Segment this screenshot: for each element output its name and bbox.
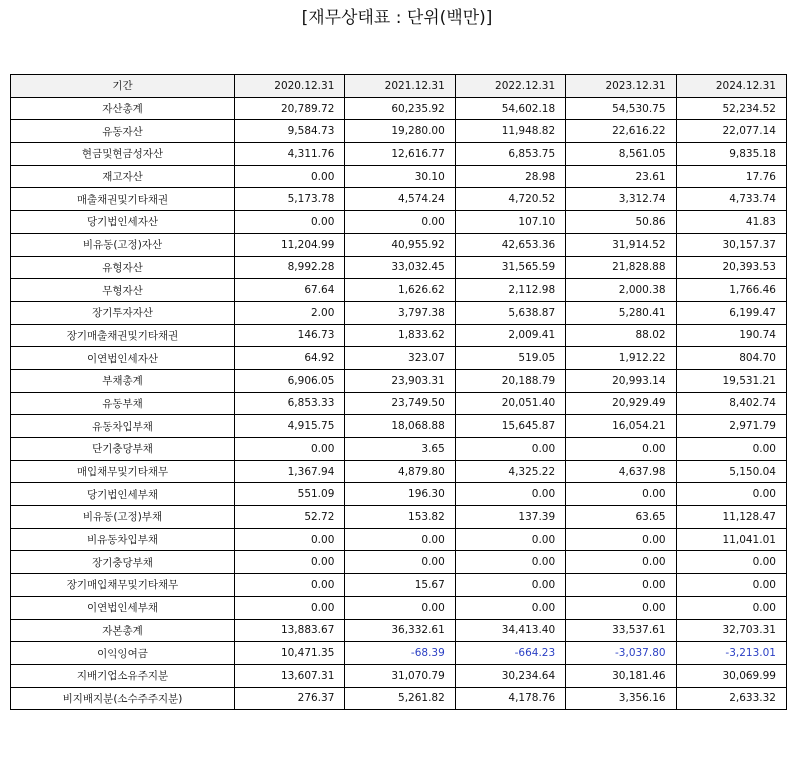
row-label: 유동부채 bbox=[11, 392, 235, 415]
row-label: 재고자산 bbox=[11, 165, 235, 188]
value-cell: 0.00 bbox=[566, 574, 676, 597]
value-cell: 4,915.75 bbox=[235, 415, 345, 438]
value-cell: 190.74 bbox=[676, 324, 786, 347]
value-cell: 52,234.52 bbox=[676, 97, 786, 120]
value-cell: -664.23 bbox=[455, 642, 565, 665]
row-label: 비유동차입부채 bbox=[11, 528, 235, 551]
table-row bbox=[11, 642, 787, 665]
value-cell: 1,766.46 bbox=[676, 279, 786, 302]
row-label: 지배기업소유주지분 bbox=[11, 664, 235, 687]
value-cell: 30,234.64 bbox=[455, 664, 565, 687]
value-cell: 0.00 bbox=[235, 528, 345, 551]
row-label: 당기법인세부채 bbox=[11, 483, 235, 506]
value-cell: 8,561.05 bbox=[566, 143, 676, 166]
value-cell: 34,413.40 bbox=[455, 619, 565, 642]
value-cell: 519.05 bbox=[455, 347, 565, 370]
value-cell: 54,530.75 bbox=[566, 97, 676, 120]
value-cell: 2,112.98 bbox=[455, 279, 565, 302]
column-header-year: 2022.12.31 bbox=[455, 75, 565, 98]
value-cell: 3,356.16 bbox=[566, 687, 676, 710]
value-cell: 0.00 bbox=[676, 596, 786, 619]
row-label: 매출채권및기타채권 bbox=[11, 188, 235, 211]
value-cell: 9,584.73 bbox=[235, 120, 345, 143]
value-cell: 3.65 bbox=[345, 438, 455, 461]
value-cell: 0.00 bbox=[345, 596, 455, 619]
table-row bbox=[11, 596, 787, 619]
value-cell: 276.37 bbox=[235, 687, 345, 710]
table-row bbox=[11, 233, 787, 256]
value-cell: 0.00 bbox=[455, 438, 565, 461]
value-cell: 0.00 bbox=[566, 483, 676, 506]
value-cell: 67.64 bbox=[235, 279, 345, 302]
row-label: 유동자산 bbox=[11, 120, 235, 143]
value-cell: 23,903.31 bbox=[345, 369, 455, 392]
row-label: 비유동(고정)부채 bbox=[11, 506, 235, 529]
table-row bbox=[11, 438, 787, 461]
value-cell: -3,037.80 bbox=[566, 642, 676, 665]
value-cell: 31,565.59 bbox=[455, 256, 565, 279]
table-row bbox=[11, 392, 787, 415]
table-row bbox=[11, 551, 787, 574]
value-cell: 20,393.53 bbox=[676, 256, 786, 279]
value-cell: 15,645.87 bbox=[455, 415, 565, 438]
row-label: 유형자산 bbox=[11, 256, 235, 279]
row-label: 무형자산 bbox=[11, 279, 235, 302]
column-header-year: 2024.12.31 bbox=[676, 75, 786, 98]
row-label: 당기법인세자산 bbox=[11, 211, 235, 234]
table-row bbox=[11, 301, 787, 324]
value-cell: 9,835.18 bbox=[676, 143, 786, 166]
value-cell: 31,914.52 bbox=[566, 233, 676, 256]
value-cell: 33,032.45 bbox=[345, 256, 455, 279]
value-cell: 8,992.28 bbox=[235, 256, 345, 279]
value-cell: 0.00 bbox=[676, 574, 786, 597]
value-cell: 88.02 bbox=[566, 324, 676, 347]
page-title: [재무상태표 : 단위(백만)] bbox=[301, 8, 493, 28]
row-label: 장기충당부채 bbox=[11, 551, 235, 574]
value-cell: 0.00 bbox=[455, 596, 565, 619]
value-cell: 0.00 bbox=[455, 551, 565, 574]
value-cell: 52.72 bbox=[235, 506, 345, 529]
row-label: 장기매출채권및기타채권 bbox=[11, 324, 235, 347]
value-cell: 40,955.92 bbox=[345, 233, 455, 256]
value-cell: 4,733.74 bbox=[676, 188, 786, 211]
value-cell: 20,993.14 bbox=[566, 369, 676, 392]
value-cell: 2,009.41 bbox=[455, 324, 565, 347]
row-label: 매입채무및기타채무 bbox=[11, 460, 235, 483]
value-cell: 54,602.18 bbox=[455, 97, 565, 120]
table-row bbox=[11, 528, 787, 551]
value-cell: 30.10 bbox=[345, 165, 455, 188]
value-cell: 4,720.52 bbox=[455, 188, 565, 211]
value-cell: 0.00 bbox=[345, 528, 455, 551]
column-header-period: 기간 bbox=[11, 75, 235, 98]
value-cell: 11,204.99 bbox=[235, 233, 345, 256]
value-cell: 13,883.67 bbox=[235, 619, 345, 642]
table-row bbox=[11, 687, 787, 710]
table-row bbox=[11, 369, 787, 392]
row-label: 현금및현금성자산 bbox=[11, 143, 235, 166]
value-cell: 28.98 bbox=[455, 165, 565, 188]
table-row bbox=[11, 460, 787, 483]
value-cell: 6,199.47 bbox=[676, 301, 786, 324]
value-cell: -3,213.01 bbox=[676, 642, 786, 665]
value-cell: 30,181.46 bbox=[566, 664, 676, 687]
value-cell: 5,638.87 bbox=[455, 301, 565, 324]
row-label: 단기충당부채 bbox=[11, 438, 235, 461]
value-cell: 0.00 bbox=[345, 551, 455, 574]
table-row bbox=[11, 97, 787, 120]
value-cell: 4,637.98 bbox=[566, 460, 676, 483]
value-cell: 0.00 bbox=[455, 483, 565, 506]
value-cell: 8,402.74 bbox=[676, 392, 786, 415]
value-cell: 5,280.41 bbox=[566, 301, 676, 324]
table-row bbox=[11, 256, 787, 279]
table-row bbox=[11, 347, 787, 370]
value-cell: 36,332.61 bbox=[345, 619, 455, 642]
value-cell: 323.07 bbox=[345, 347, 455, 370]
value-cell: 1,626.62 bbox=[345, 279, 455, 302]
value-cell: 13,607.31 bbox=[235, 664, 345, 687]
value-cell: 42,653.36 bbox=[455, 233, 565, 256]
value-cell: 0.00 bbox=[235, 165, 345, 188]
value-cell: 23,749.50 bbox=[345, 392, 455, 415]
value-cell: 1,833.62 bbox=[345, 324, 455, 347]
value-cell: 30,157.37 bbox=[676, 233, 786, 256]
value-cell: 0.00 bbox=[345, 211, 455, 234]
table-body bbox=[11, 97, 787, 710]
value-cell: 0.00 bbox=[676, 551, 786, 574]
value-cell: 0.00 bbox=[235, 596, 345, 619]
table-row bbox=[11, 664, 787, 687]
value-cell: 6,853.75 bbox=[455, 143, 565, 166]
value-cell: 21,828.88 bbox=[566, 256, 676, 279]
value-cell: 22,616.22 bbox=[566, 120, 676, 143]
value-cell: 3,797.38 bbox=[345, 301, 455, 324]
value-cell: 551.09 bbox=[235, 483, 345, 506]
table-row bbox=[11, 574, 787, 597]
table-header-row bbox=[11, 75, 787, 98]
value-cell: 5,173.78 bbox=[235, 188, 345, 211]
value-cell: 22,077.14 bbox=[676, 120, 786, 143]
row-label: 부채총계 bbox=[11, 369, 235, 392]
value-cell: 0.00 bbox=[566, 438, 676, 461]
value-cell: 20,188.79 bbox=[455, 369, 565, 392]
value-cell: 146.73 bbox=[235, 324, 345, 347]
value-cell: 32,703.31 bbox=[676, 619, 786, 642]
row-label: 이익잉여금 bbox=[11, 642, 235, 665]
row-label: 유동차입부채 bbox=[11, 415, 235, 438]
table-row bbox=[11, 120, 787, 143]
value-cell: 64.92 bbox=[235, 347, 345, 370]
value-cell: 2,633.32 bbox=[676, 687, 786, 710]
value-cell: 60,235.92 bbox=[345, 97, 455, 120]
value-cell: 15.67 bbox=[345, 574, 455, 597]
value-cell: 4,574.24 bbox=[345, 188, 455, 211]
value-cell: 23.61 bbox=[566, 165, 676, 188]
value-cell: 4,311.76 bbox=[235, 143, 345, 166]
value-cell: 1,912.22 bbox=[566, 347, 676, 370]
value-cell: 0.00 bbox=[455, 574, 565, 597]
row-label: 비유동(고정)자산 bbox=[11, 233, 235, 256]
table-row bbox=[11, 165, 787, 188]
table-row bbox=[11, 506, 787, 529]
value-cell: 6,906.05 bbox=[235, 369, 345, 392]
table-row bbox=[11, 619, 787, 642]
value-cell: 0.00 bbox=[676, 438, 786, 461]
value-cell: 137.39 bbox=[455, 506, 565, 529]
table-row bbox=[11, 211, 787, 234]
value-cell: 107.10 bbox=[455, 211, 565, 234]
value-cell: 20,929.49 bbox=[566, 392, 676, 415]
balance-sheet-table bbox=[10, 74, 787, 710]
column-header-year: 2023.12.31 bbox=[566, 75, 676, 98]
value-cell: 0.00 bbox=[235, 551, 345, 574]
value-cell: 2.00 bbox=[235, 301, 345, 324]
value-cell: 11,041.01 bbox=[676, 528, 786, 551]
row-label: 자본총계 bbox=[11, 619, 235, 642]
value-cell: 0.00 bbox=[566, 528, 676, 551]
table-row bbox=[11, 324, 787, 347]
value-cell: 30,069.99 bbox=[676, 664, 786, 687]
value-cell: 2,000.38 bbox=[566, 279, 676, 302]
value-cell: 6,853.33 bbox=[235, 392, 345, 415]
value-cell: 0.00 bbox=[455, 528, 565, 551]
value-cell: 33,537.61 bbox=[566, 619, 676, 642]
row-label: 이연법인세부채 bbox=[11, 596, 235, 619]
row-label: 비지배지분(소수주주지분) bbox=[11, 687, 235, 710]
table-row bbox=[11, 279, 787, 302]
value-cell: -68.39 bbox=[345, 642, 455, 665]
value-cell: 17.76 bbox=[676, 165, 786, 188]
row-label: 장기매입채무및기타채무 bbox=[11, 574, 235, 597]
column-header-year: 2020.12.31 bbox=[235, 75, 345, 98]
value-cell: 0.00 bbox=[676, 483, 786, 506]
value-cell: 0.00 bbox=[566, 596, 676, 619]
value-cell: 153.82 bbox=[345, 506, 455, 529]
value-cell: 4,325.22 bbox=[455, 460, 565, 483]
value-cell: 20,051.40 bbox=[455, 392, 565, 415]
value-cell: 1,367.94 bbox=[235, 460, 345, 483]
row-label: 이연법인세자산 bbox=[11, 347, 235, 370]
row-label: 자산총계 bbox=[11, 97, 235, 120]
value-cell: 5,261.82 bbox=[345, 687, 455, 710]
table-row bbox=[11, 188, 787, 211]
value-cell: 19,280.00 bbox=[345, 120, 455, 143]
value-cell: 11,128.47 bbox=[676, 506, 786, 529]
table-row bbox=[11, 415, 787, 438]
value-cell: 0.00 bbox=[235, 211, 345, 234]
value-cell: 12,616.77 bbox=[345, 143, 455, 166]
value-cell: 18,068.88 bbox=[345, 415, 455, 438]
table-row bbox=[11, 483, 787, 506]
value-cell: 41.83 bbox=[676, 211, 786, 234]
column-header-year: 2021.12.31 bbox=[345, 75, 455, 98]
value-cell: 50.86 bbox=[566, 211, 676, 234]
value-cell: 20,789.72 bbox=[235, 97, 345, 120]
value-cell: 10,471.35 bbox=[235, 642, 345, 665]
table-row bbox=[11, 143, 787, 166]
value-cell: 63.65 bbox=[566, 506, 676, 529]
row-label: 장기투자자산 bbox=[11, 301, 235, 324]
value-cell: 31,070.79 bbox=[345, 664, 455, 687]
value-cell: 19,531.21 bbox=[676, 369, 786, 392]
value-cell: 2,971.79 bbox=[676, 415, 786, 438]
value-cell: 11,948.82 bbox=[455, 120, 565, 143]
value-cell: 4,879.80 bbox=[345, 460, 455, 483]
value-cell: 0.00 bbox=[566, 551, 676, 574]
value-cell: 3,312.74 bbox=[566, 188, 676, 211]
value-cell: 196.30 bbox=[345, 483, 455, 506]
value-cell: 4,178.76 bbox=[455, 687, 565, 710]
value-cell: 0.00 bbox=[235, 438, 345, 461]
value-cell: 5,150.04 bbox=[676, 460, 786, 483]
value-cell: 0.00 bbox=[235, 574, 345, 597]
value-cell: 16,054.21 bbox=[566, 415, 676, 438]
value-cell: 804.70 bbox=[676, 347, 786, 370]
